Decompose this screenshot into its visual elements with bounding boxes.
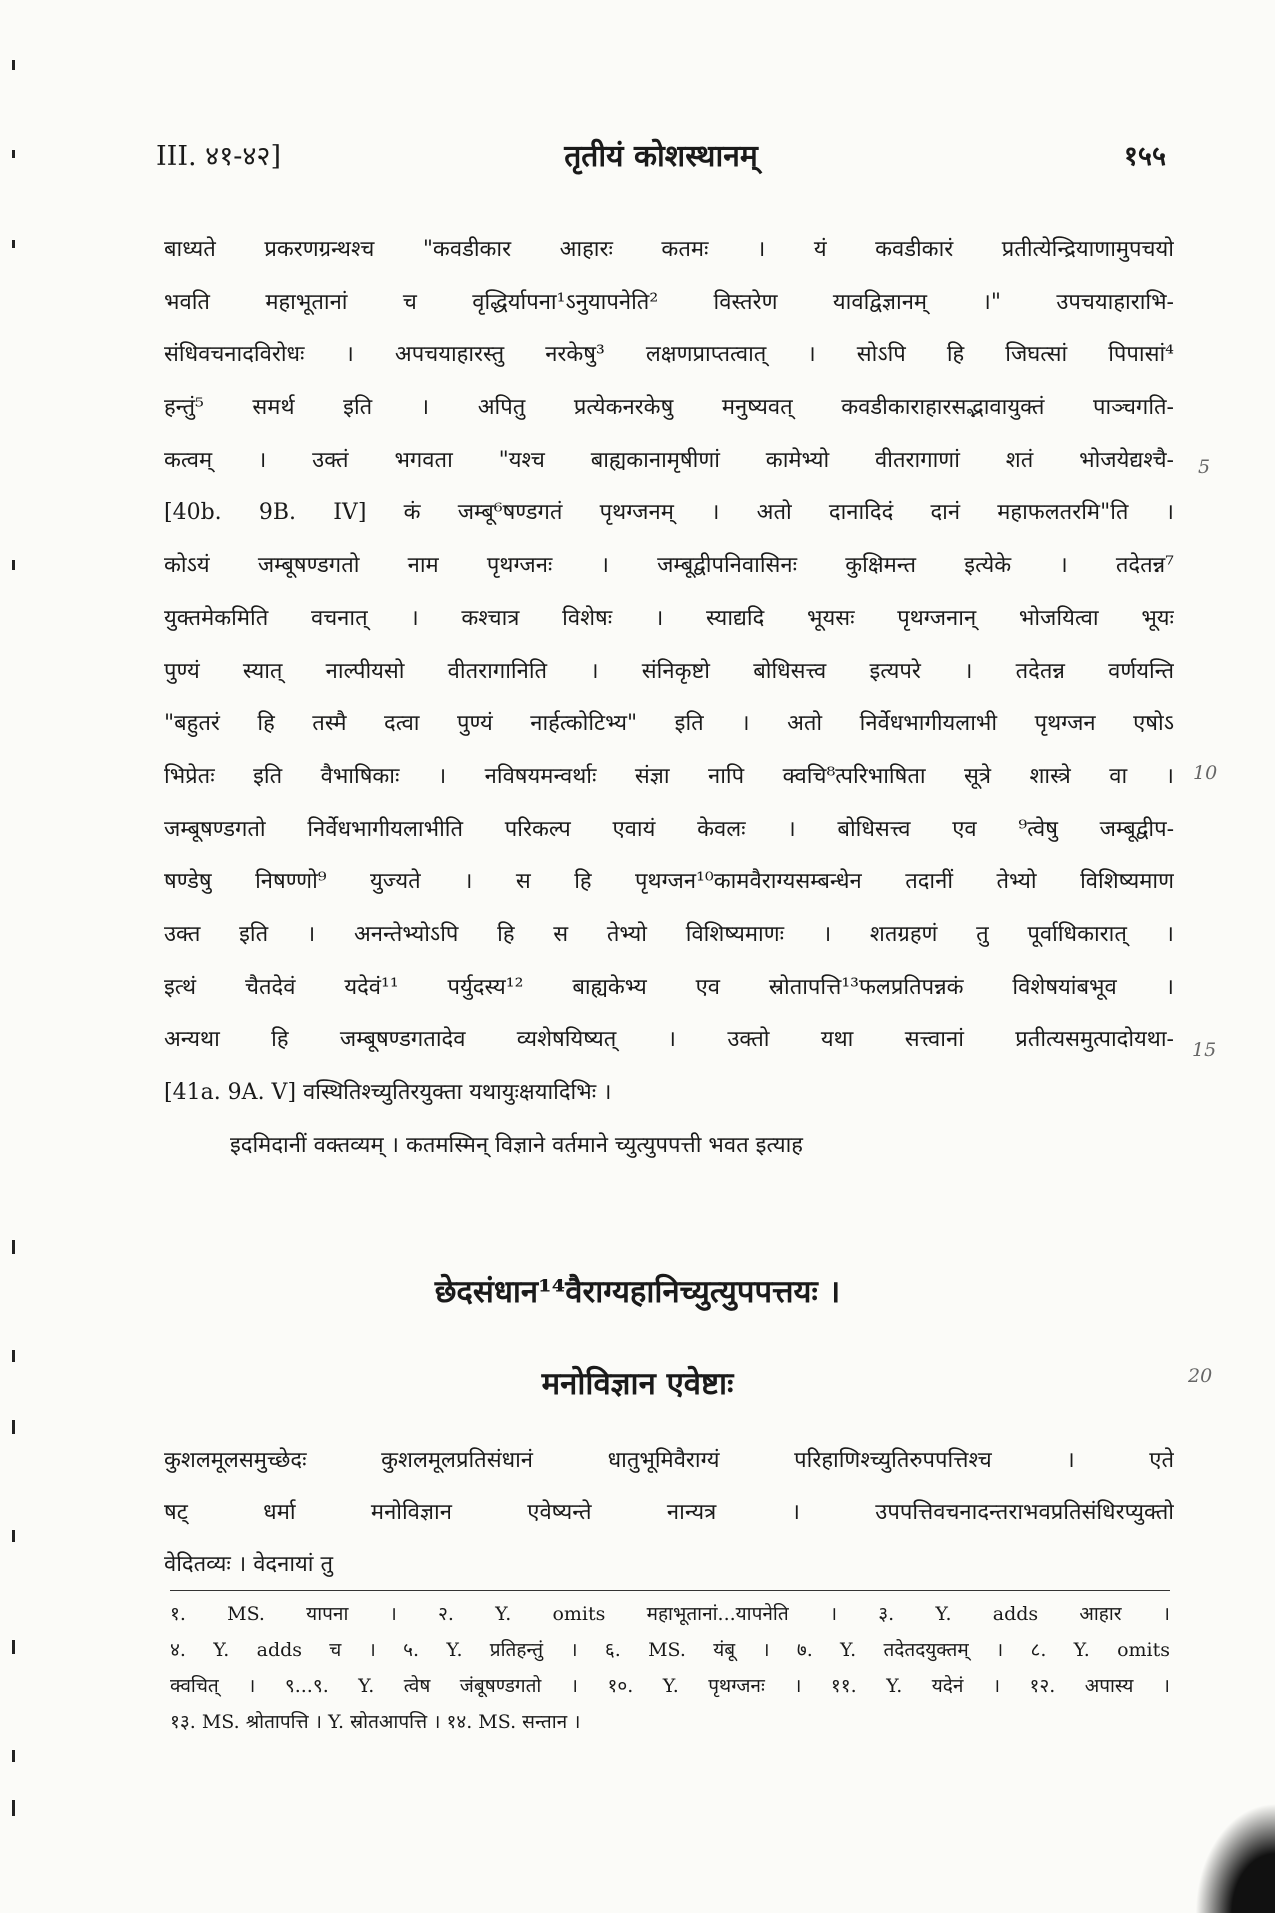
- edge-mark: [12, 1350, 15, 1362]
- edge-mark: [12, 150, 15, 158]
- edge-mark: [12, 1800, 15, 1816]
- edge-mark: [12, 1530, 15, 1542]
- edge-mark: [12, 1240, 15, 1254]
- line-number-marker: 10: [1193, 762, 1218, 784]
- text-line: भिप्रेतः इति वैभाषिकाः । नविषयमन्वर्थाः संज्ञा नापि क्वचि⁸त्परिभाषिता सूत्रे शास्त्रे वा ।: [164, 763, 1174, 789]
- line-number-marker: 5: [1198, 456, 1211, 478]
- footnote-line: १. MS. यापना । २. Y. omits महाभूतानां...यापनेति । ३. Y. adds आहार ।: [170, 1603, 1170, 1625]
- footnotes: [170, 1596, 1170, 1740]
- commentary-text: [164, 1435, 1174, 1591]
- page-header: [156, 136, 1166, 176]
- text-line: पुण्यं स्यात् नाल्पीयसो वीतरागानिति । संनिकृष्टो बोधिसत्त्व इत्यपरे । तदेतन्न वर्णयन्ति: [164, 658, 1174, 684]
- text-line: अन्यथा हि जम्बूषण्डगतादेव व्यशेषयिष्यत् । उक्तो यथा सत्त्वानां प्रतीत्यसमुत्पादोयथा-: [164, 1027, 1174, 1053]
- line-number-marker: 15: [1192, 1039, 1217, 1061]
- text-line: युक्तमेकमिति वचनात् । कश्चात्र विशेषः । स्याद्यदि भूयसः पृथग्जनान् भोजयित्वा भूयः: [164, 605, 1174, 631]
- verse-line: छेदसंधान¹⁴वैराग्यहानिच्युत्युपपत्तयः ।: [434, 1274, 841, 1310]
- edge-mark: [12, 1750, 15, 1762]
- text-line: इदमिदानीं वक्तव्यम् । कतमस्मिन् विज्ञाने वर्तमाने च्युत्युपपत्ती भवत इत्याह: [230, 1132, 803, 1158]
- text-line: हन्तुं⁵ समर्थ इति । अपितु प्रत्येकनरकेषु मनुष्यवत् कवडीकाराहारसद्भावायुक्तं पाञ्चगति-: [164, 395, 1174, 421]
- edge-mark: [12, 560, 15, 570]
- text-line: जम्बूषण्डगतो निर्वेधभागीयलाभीति परिकल्प एवायं केवलः । बोधिसत्त्व एव ⁹त्वेषु जम्बूद्वीप-: [164, 816, 1174, 842]
- text-line: षण्डेषु निषण्णो⁹ युज्यते । स हि पृथग्जन¹⁰कामवैराग्यसम्बन्धेन तदानीं तेभ्यो विशिष्यमाण: [164, 869, 1174, 895]
- footnote-line: ४. Y. adds च । ५. Y. प्रतिहन्तुं । ६. MS. यंबू । ७. Y. तदेतदयुक्तम् । ८. Y. omits: [170, 1639, 1170, 1661]
- edge-mark: [12, 240, 15, 248]
- verse-line: मनोविज्ञान एवेष्टाः: [541, 1366, 734, 1402]
- edge-mark: [12, 60, 15, 70]
- text-line: भवति महाभूतानां च वृद्धिर्यापना¹ऽनुयापनेति² विस्तरेण यावद्विज्ञानम् ।" उपचयाहाराभि-: [164, 289, 1174, 315]
- running-title: तृतीयं कोशस्थानम्: [564, 139, 758, 174]
- scan-corner-shadow: [1195, 1803, 1275, 1913]
- text-line: उक्त इति । अनन्तेभ्योऽपि हि स तेभ्यो विशिष्यमाणः । शतग्रहणं तु पूर्वाधिकारात् ।: [164, 921, 1174, 947]
- main-text: [164, 224, 1174, 1172]
- text-line: इत्थं चैतदेवं यदेवं¹¹ पर्युदस्य¹² बाह्यकेभ्य एव स्रोतापत्ति¹³फलप्रतिपन्नकं विशेषयांबभूव ।: [164, 974, 1174, 1000]
- footnote-divider: [170, 1590, 1170, 1591]
- text-line: [40b. 9B. IV] कं जम्बू⁶षण्डगतं पृथग्जनम् । अतो दानादिदं दानं महाफलतरमि"ति ।: [164, 500, 1174, 526]
- page-number: १५५: [1123, 141, 1166, 172]
- edge-mark: [12, 1420, 15, 1434]
- text-line: षट् धर्मा मनोविज्ञान एवेष्यन्ते नान्यत्र । उपपत्तिवचनादन्तराभवप्रतिसंधिरप्युक्तो: [164, 1500, 1174, 1525]
- text-line: बाध्यते प्रकरणग्रन्थश्च "कवडीकार आहारः कतमः । यं कवडीकारं प्रतीत्येन्द्रियाणामुपचयो: [164, 237, 1174, 262]
- line-number-marker: 20: [1188, 1365, 1213, 1387]
- text-line: "बहुतरं हि तस्मै दत्वा पुण्यं नार्हत्कोटिभ्य" इति । अतो निर्वेधभागीयलाभी पृथग्जन एषोऽ: [164, 711, 1174, 737]
- text-line: वेदितव्यः । वेदनायां तु: [164, 1552, 334, 1577]
- text-line: कोऽयं जम्बूषण्डगतो नाम पृथग्जनः । जम्बूद्वीपनिवासिनः कुक्षिमन्त इत्येके । तदेतन्न⁷: [164, 553, 1174, 579]
- footnote-line: क्वचित् । ९...९. Y. त्वेष जंबूषण्डगतो । १०. Y. पृथग्जनः । ११. Y. यदेनं । १२. अपास्य ।: [170, 1675, 1170, 1697]
- footnote-line: १३. MS. श्रोतापत्ति । Y. स्रोतआपत्ति । १४. MS. सन्तान ।: [170, 1711, 581, 1733]
- text-line: कत्वम् । उक्तं भगवता "यश्च बाह्यकानामृषीणां कामेभ्यो वीतरागाणां शतं भोजयेद्यश्चै-: [164, 447, 1174, 473]
- edge-mark: [12, 1640, 15, 1654]
- text-line: कुशलमूलसमुच्छेदः कुशलमूलप्रतिसंधानं धातुभूमिवैराग्यं परिहाणिश्च्युतिरुपपत्तिश्च । एते: [164, 1448, 1174, 1473]
- section-reference: III. ४१-४२]: [156, 141, 281, 172]
- text-line: [41a. 9A. V] वस्थितिश्च्युतिरयुक्ता यथायुःक्षयादिभिः ।: [164, 1080, 612, 1105]
- text-line: संधिवचनादविरोधः । अपचयाहारस्तु नरकेषु³ लक्षणप्राप्तत्वात् । सोऽपि हि जिघत्सां पिपासां⁴: [164, 342, 1174, 368]
